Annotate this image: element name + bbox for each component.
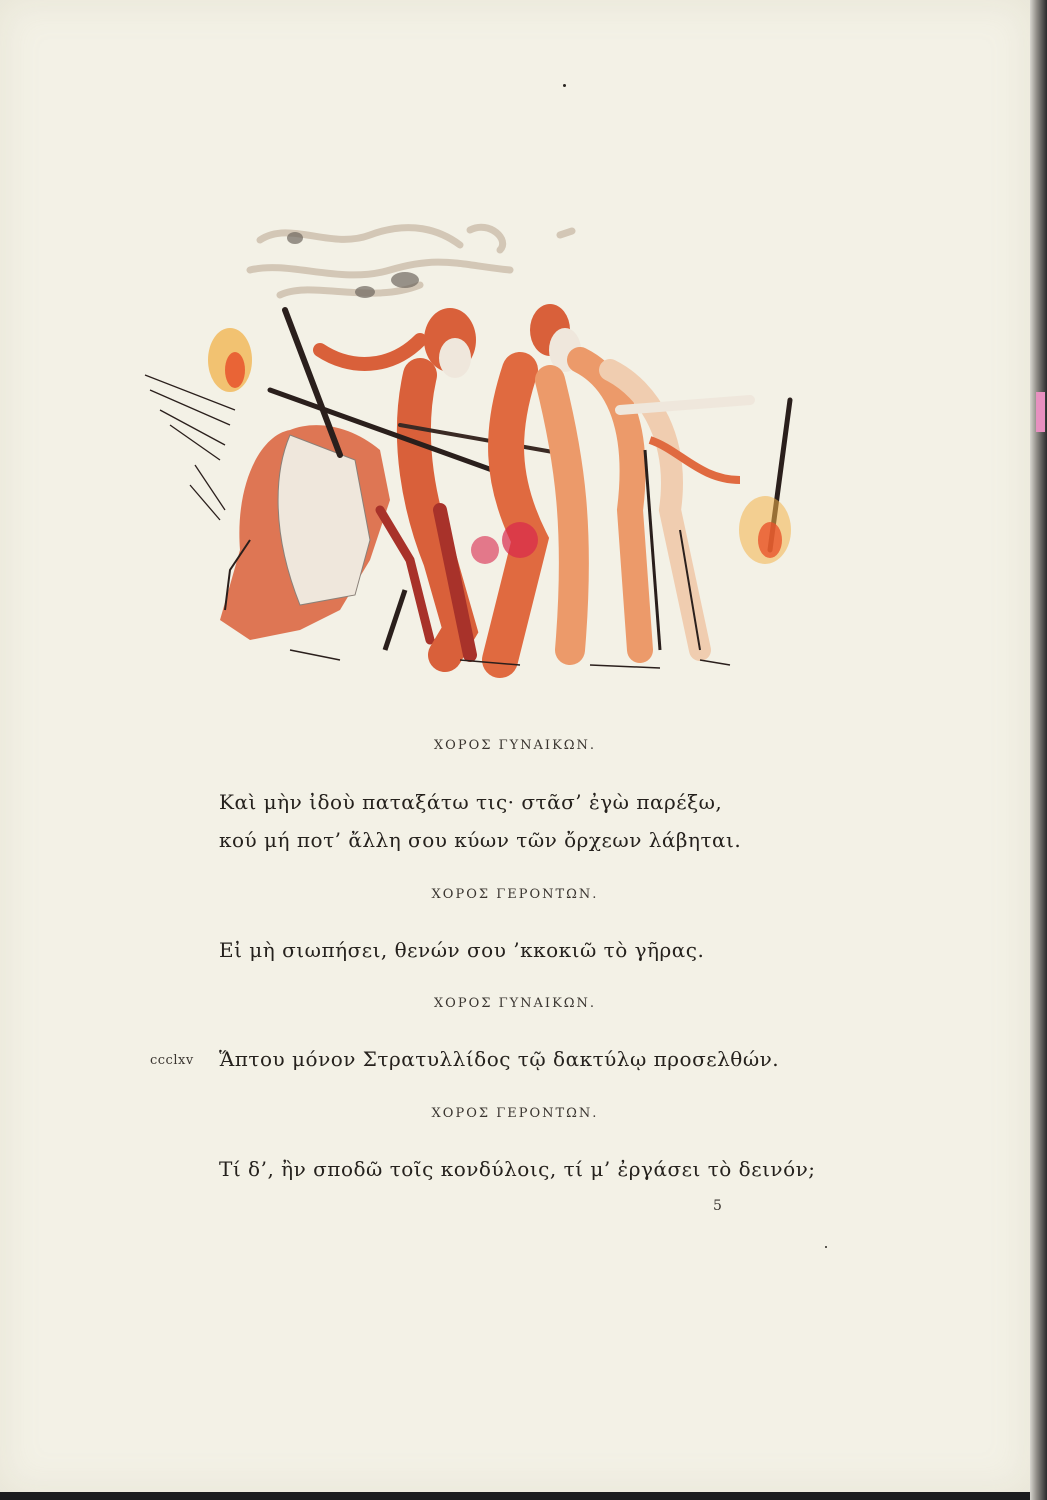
- page-number: 5: [713, 1198, 722, 1214]
- right-torch: [739, 400, 791, 564]
- paper-speck: [825, 1246, 827, 1248]
- book-edge: [1030, 0, 1047, 1500]
- page-marker-tab: [1036, 392, 1045, 432]
- verse-line: Ἅπτου μόνον Στρατυλλίδος τῷ δακτύλῳ προσελθών.: [219, 1047, 780, 1071]
- ink-hatching: [145, 375, 235, 520]
- group-of-old-men: [471, 304, 750, 660]
- verse-line: Καὶ μὴν ἰδοὺ παταξάτω τις· στᾶσ’ ἐγὼ παρέξω,: [219, 790, 723, 814]
- speaker-heading-chorus-of-old-men: ΧΟΡΟΣ ΓΕΡΟΝΤΩΝ.: [431, 1106, 599, 1121]
- left-torch-flame: [208, 328, 252, 392]
- old-men-with-torches-illustration: [140, 210, 840, 680]
- verse-line-number: ccclxv: [150, 1053, 194, 1068]
- speaker-heading-chorus-of-old-men: ΧΟΡΟΣ ΓΕΡΟΝΤΩΝ.: [431, 887, 599, 902]
- verse-line: Εἰ μὴ σιωπήσει, θενών σου ’κκοκιῶ τὸ γῆρας.: [219, 938, 705, 962]
- verse-line: Τί δ’, ἢν σποδῶ τοῖς κονδύλοις, τί μ’ ἐργάσει τὸ δεινόν;: [219, 1157, 816, 1181]
- verse-line: κού μή ποτ’ ἄλλη σου κύων τῶν ὄρχεων λάβηται.: [219, 828, 742, 852]
- speaker-heading-chorus-of-women: ΧΟΡΟΣ ΓΥΝΑΙΚΩΝ.: [433, 738, 597, 753]
- paper-speck: [563, 84, 566, 87]
- speaker-heading-chorus-of-women: ΧΟΡΟΣ ΓΥΝΑΙΚΩΝ.: [433, 996, 597, 1011]
